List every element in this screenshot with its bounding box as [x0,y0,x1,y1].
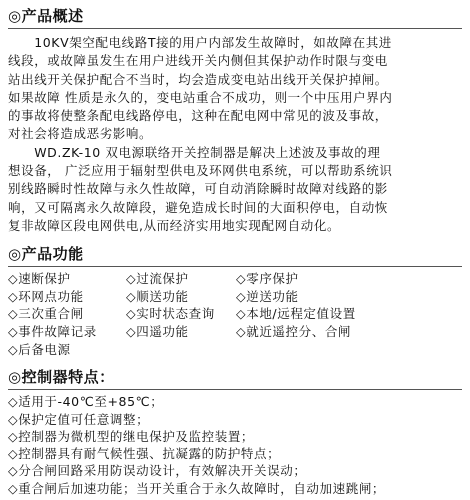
controller-feature-list [8,393,462,497]
function-row [8,270,462,288]
section-heading-overview: ◎产品概述 [8,7,84,25]
function-item: ◇事件故障记录 [8,324,97,340]
section-divider [8,266,462,267]
function-item: ◇逆送功能 [236,288,299,304]
function-row [8,323,462,341]
function-grid [8,270,462,358]
function-item: ◇过流保护 [126,271,189,287]
section-divider [8,389,462,390]
overview-line: 的事故将使整条配电线路停电，这种在配电网中常见的波及事故， [8,108,388,124]
controller-feature-item: ◇控制器具有耐气候性强、抗凝露的防护特点； [8,446,281,462]
controller-feature-item: ◇控制器为微机型的继电保护及监控装置； [8,428,255,444]
function-item: ◇后备电源 [8,341,71,357]
controller-feature-item: ◇分合闸回路采用防误动设计，有效解决开关误动； [8,463,307,479]
overview-line: 想设备， 广泛应用于辐射型供电及环网供电系统，可以帮助系统识 [8,163,393,179]
function-item: ◇就近遥控分、合闸 [236,324,352,340]
function-item: ◇四遥功能 [126,324,189,340]
overview-line: 复非故障区段电网供电,从而经济实用地实现配网自动化。 [8,217,341,233]
overview-line: WD.ZK-10 双电源联络开关控制器是解决上述波及事故的理 [8,144,381,160]
function-item [236,341,446,359]
overview-line: 10KV架空配电线路T接的用户内部发生故障时，如故障在其进 [8,35,392,50]
function-item: ◇零序保护 [236,271,299,287]
overview-paragraph [8,34,462,235]
section-heading-controller: ◎控制器特点： [8,368,115,387]
controller-feature-item: ◇保护定值可任意调整； [8,411,150,427]
function-row [8,288,462,306]
function-item: ◇三次重合闸 [8,306,84,322]
function-item: ◇实时状态查询 [126,306,215,322]
function-row [8,305,462,323]
overview-line: 响，又可隔离永久故障段，避免造成长时间的大面积停电，自动恢 [8,199,388,215]
overview-line: 如果故障 性质是永久的，变电站重合不成功，则一个中压用户界内 [8,89,393,105]
section-divider [8,28,462,29]
overview-line: 对社会将造成恶劣影响。 [8,126,153,142]
function-item: ◇本地/远程定值设置 [236,306,356,322]
function-item [126,341,236,359]
section-heading-functions: ◎产品功能 [8,245,84,264]
function-item: ◇环网点功能 [8,288,84,304]
controller-feature-item: ◇适用于-40℃至+85℃； [8,394,164,410]
function-item: ◇速断保护 [8,271,71,287]
overview-line: 线段，或故障虽发生在用户进线开关内侧但其保护动作时限与变电 [8,53,388,69]
function-item: ◇顺送功能 [126,288,189,304]
overview-line: 别线路瞬时性故障与永久性故障，可自动消除瞬时故障对线路的影 [8,181,388,197]
overview-line: 站出线开关保护配合不当时，均会造成变电站出线开关保护掉闸。 [8,71,388,87]
function-row [8,341,462,359]
controller-feature-item: ◇重合闸后加速功能；当开关重合于永久故障时，自动加速跳闸； [8,480,386,496]
